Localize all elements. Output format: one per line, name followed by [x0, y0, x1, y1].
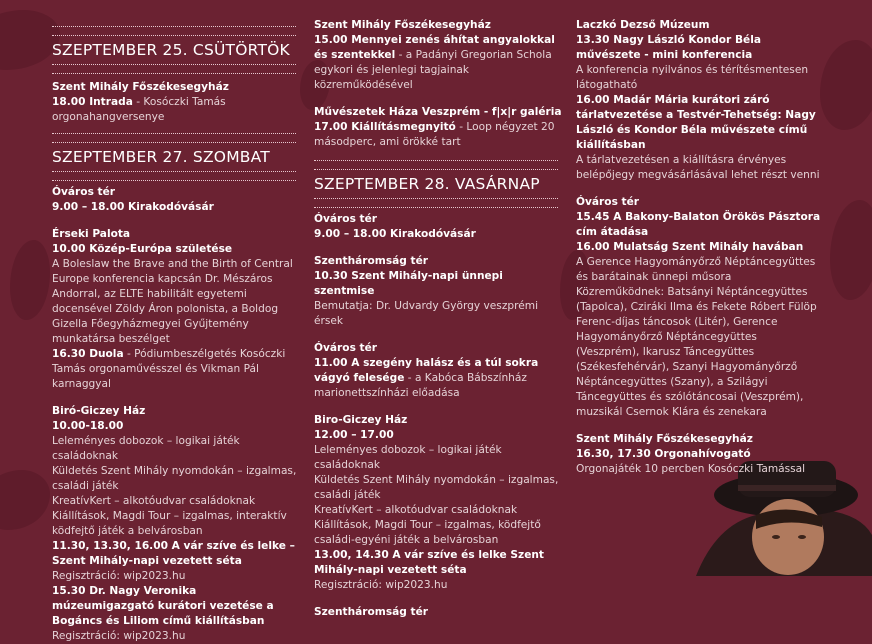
venue: Szentháromság tér	[314, 606, 429, 618]
event-desc: Küldetés Szent Mihály nyomdokán – izgalmas, családi játék	[314, 474, 559, 501]
event-desc: - Loop négyzet 20 másodperc, ami örökké tart	[314, 121, 555, 148]
event-desc: - a Kabóca Bábszínház marionettszínházi előadása	[314, 372, 527, 399]
event-title: 15.45 A Bakony-Balaton Örökös Pásztora cím átadása	[576, 211, 821, 238]
event-title: 13.30 Nagy László Kondor Béla művészete - mini konferencia	[576, 34, 762, 61]
event-title: 15.00 Mennyei zenés áhítat angyalokkal és szentekkel	[314, 34, 555, 61]
divider	[52, 26, 296, 36]
event-desc: Küldetés Szent Mihály nyomdokán – izgalmas, családi játék	[52, 465, 297, 492]
divider	[52, 64, 296, 74]
date-heading: SZEPTEMBER 28. VASÁRNAP	[314, 175, 540, 193]
venue: Biro-Giczey Ház	[314, 414, 408, 426]
event	[52, 95, 300, 125]
venue: Laczkó Dezső Múzeum	[576, 19, 710, 31]
event-desc: A Gerence Hagyományőrző Néptáncegyüttes és barátainak ünnepi műsora Közreműködnek: Batsányi Néptáncegyüttes (Tapolca), Cziráki Ilma és Fekete Róbert Fülöp Ferenc-díjas táncosok (Litér), Gerence Hagyományőrző Néptáncegyüttes (Veszprém), Ikarusz Táncegyüttes (Székesfehérvár), Szanyi Hagyományőrző Néptáncegyüttes (Szany), a Szilágyi Táncegyüttes és szólótáncosai (Veszprém), muzsikál Csernok Klára és zenekara	[576, 256, 817, 418]
event-desc: - Kosóczki Tamás orgonahangversenye	[52, 96, 226, 123]
event-title: 12.00 – 17.00	[314, 429, 394, 441]
event-title: 16.30, 17.30 Orgonahívogató	[576, 448, 751, 460]
venue: Óváros tér	[314, 342, 378, 354]
registration-text: Regisztráció: wip2023.hu	[52, 630, 186, 642]
event-desc: A tárlatvezetésen a kiállításra érvényes belépőjegy megvásárlásával lehet részt venni	[576, 154, 820, 181]
event-desc: Bemutatja: Dr. Udvardy György veszprémi érsek	[314, 300, 539, 327]
venue: Érseki Palota	[52, 228, 131, 240]
venue: Óváros tér	[314, 213, 378, 225]
event-desc: Orgonajáték 10 percben Kosóczki Tamással	[576, 463, 806, 475]
divider	[314, 160, 558, 170]
registration-text: Regisztráció: wip2023.hu	[314, 579, 448, 591]
event-desc: - Pódiumbeszélgetés Kosóczki Tamás orgonaművésszel és Vikman Pál karnaggyal	[52, 348, 286, 390]
event	[314, 33, 564, 93]
event	[314, 120, 564, 150]
event-title: 16.00 Madár Mária kurátori záró tárlatvezetése a Testvér-Tehetség: Nagy László és Kondor Béla művészete című kiállításban	[576, 94, 816, 151]
event-desc: A konferencia nyilvános és térítésmentesen látogatható	[576, 64, 809, 91]
event-title: 15.30 Dr. Nagy Veronika múzeumigazgató kurátori vezetése a Bogáncs és Liliom című kiállításban	[52, 585, 274, 627]
venue: Biró-Giczey Ház	[52, 405, 146, 417]
event-title: 9.00 – 18.00 Kirakodóvásár	[314, 228, 476, 240]
venue: Szentháromság tér	[314, 255, 429, 267]
column-3	[576, 0, 821, 477]
event-desc: Leleményes dobozok – logikai játék családoknak	[314, 444, 502, 471]
event-title: 16.00 Mulatság Szent Mihály havában	[576, 241, 804, 253]
event-desc: Leleményes dobozok – logikai játék családoknak	[52, 435, 240, 462]
event-desc: Kiállítások, Magdi Tour – izgalmas, ködfejtő családi-egyéni játék a belvárosban	[314, 519, 541, 546]
event-title: 18.00 Intrada	[52, 96, 133, 108]
event-title: 10.30 Szent Mihály-napi ünnepi szentmise	[314, 270, 503, 297]
event-desc: KreatívKert – alkotóudvar családoknak	[52, 495, 256, 507]
column-1	[52, 0, 300, 644]
venue: Művészetek Háza Veszprém - f|x|r galéria	[314, 106, 562, 118]
venue: Óváros tér	[576, 196, 640, 208]
event-title: 10.00-18.00	[52, 420, 124, 432]
venue: Szent Mihály Főszékesegyház	[314, 19, 491, 31]
divider	[314, 198, 558, 208]
event-desc: KreatívKert – alkotóudvar családoknak	[314, 504, 518, 516]
venue: Szent Mihály Főszékesegyház	[52, 81, 229, 93]
divider	[52, 133, 296, 143]
registration-text: Regisztráció: wip2023.hu	[52, 570, 186, 582]
event	[52, 347, 300, 392]
date-heading: SZEPTEMBER 25. CSÜTÖRTÖK	[52, 41, 290, 59]
event-title: 17.00 Kiállításmegnyitó	[314, 121, 456, 133]
event-desc: A Boleslaw the Brave and the Birth of Central Europe konferencia kapcsán Dr. Mészáros Andorral, az ELTE habilitált egyetemi docensével Zöldy Áron polonista, a Boldog Gizella Főegyházmegyei Gyűjtemény munkatársa beszélget	[52, 258, 293, 345]
event-desc: Kiállítások, Magdi Tour – izgalmas, interaktív ködfejtő játék a belvárosban	[52, 510, 287, 537]
event-title: 9.00 – 18.00 Kirakodóvásár	[52, 201, 214, 213]
event-title: 11.30, 13.30, 16.00 A vár szíve és lelke – Szent Mihály-napi vezetett séta	[52, 540, 295, 567]
event	[314, 356, 564, 401]
event-title: 10.00 Közép-Európa születése	[52, 243, 233, 255]
venue: Óváros tér	[52, 186, 116, 198]
divider	[52, 171, 296, 181]
event-title: 11.00 A szegény halász és a túl sokra vágyó felesége	[314, 357, 539, 384]
date-heading: SZEPTEMBER 27. SZOMBAT	[52, 148, 270, 166]
event-desc: - a Padányi Gregorian Schola egykori és jelenlegi tagjainak közreműködésével	[314, 49, 552, 91]
venue: Szent Mihály Főszékesegyház	[576, 433, 753, 445]
event-title: 16.30 Duola	[52, 348, 124, 360]
column-2	[314, 0, 564, 620]
event-title: 13.00, 14.30 A vár szíve és lelke Szent Mihály-napi vezetett séta	[314, 549, 545, 576]
